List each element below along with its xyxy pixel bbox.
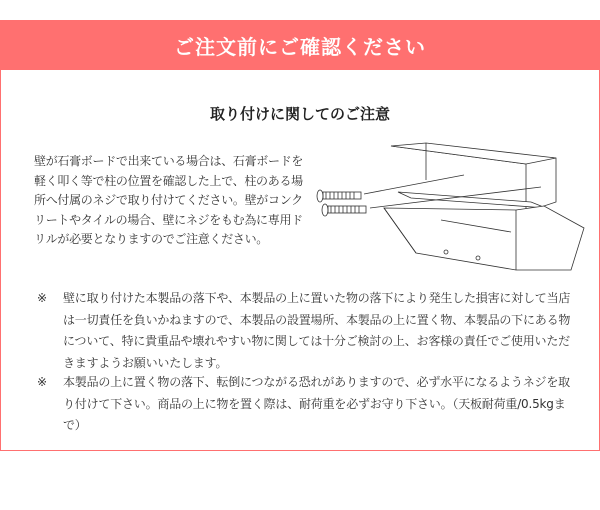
screw-icon: [322, 204, 366, 216]
note-mark: ※: [37, 291, 47, 305]
note-item: [37, 372, 577, 437]
page-header: [0, 20, 600, 70]
installation-description: 壁が石膏ボードで出来ている場合は、石膏ボードを軽く叩く等で柱の位置を確認した上で、柱のある場所へ付属のネジで取り付けてください。壁がコンクリートやタイルの場合、壁にネジをもむ為に専用ドリルが必要となりますのでご注意ください。: [34, 154, 304, 246]
note-item: [37, 288, 577, 374]
screw-icon: [317, 190, 361, 202]
shelf-screw-illustration: [306, 140, 596, 280]
note-text: 壁に取り付けた本製品の落下や、本製品の上に置いた物の落下により発生した損害に対して当店は一切責任を負いかねますので、本製品の設置場所、本製品の上に置く物、本製品の下にある物について、特に貴重品や壊れやすい物に関しては十分ご検討の上、お客様の責任でご使用いただきますようお願いいたします。: [63, 291, 571, 370]
section-title: 取り付けに関してのご注意: [209, 105, 390, 123]
header-title: ご注文前にご確認ください: [174, 34, 426, 59]
note-text: 本製品の上に置く物の落下、転倒につながる恐れがありますので、必ず水平になるようネジを取り付けて下さい。商品の上に物を置く際は、耐荷重を必ずお守り下さい。（天板耐荷重/0.5kgまで）: [63, 375, 570, 432]
note-mark: ※: [37, 375, 47, 389]
notice-box: [0, 70, 600, 451]
